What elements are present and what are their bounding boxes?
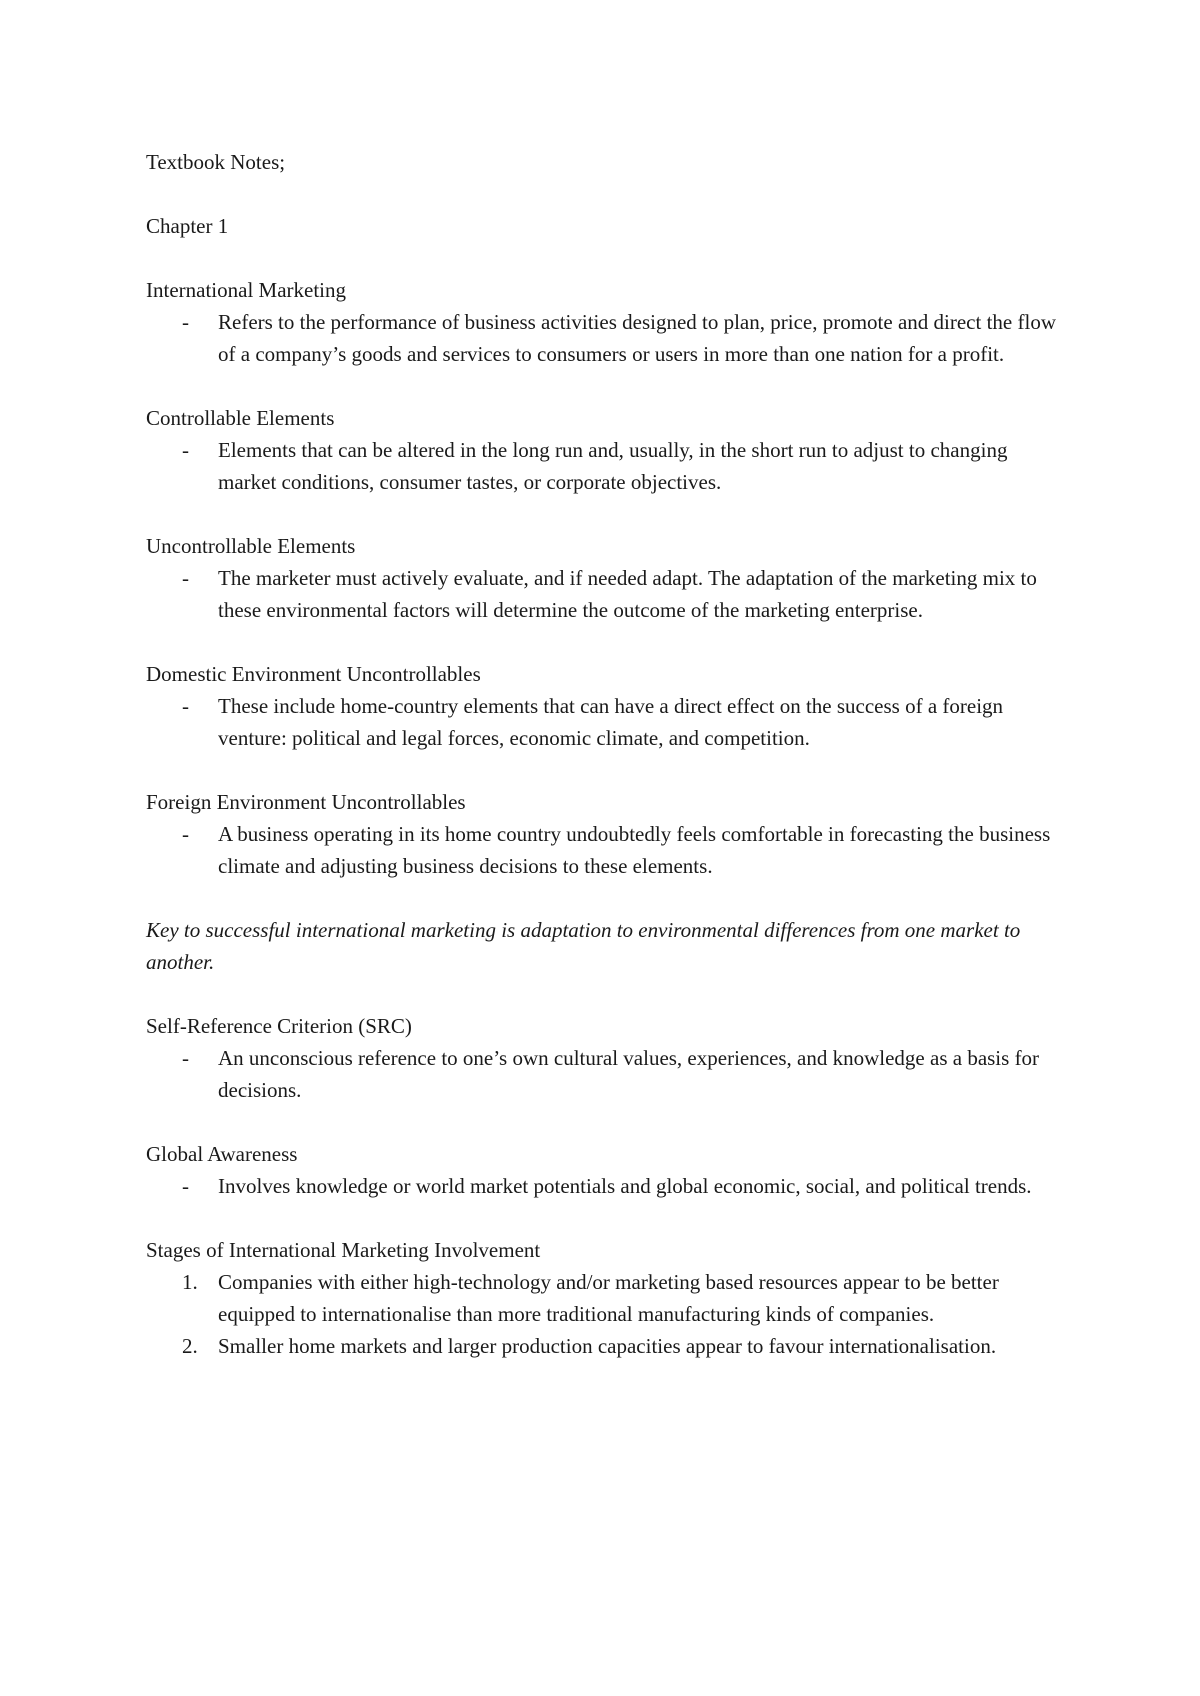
spacer [146,370,1066,402]
chapter-heading: Chapter 1 [146,214,229,238]
section-heading: Self-Reference Criterion (SRC) [146,1014,412,1038]
bullet-item [146,562,1066,626]
numbered-text: Smaller home markets and larger production capacities appear to favour internationalisation. [218,1334,997,1358]
section-heading: Foreign Environment Uncontrollables [146,790,466,814]
bullet-text: A business operating in its home country undoubtedly feels comfortable in forecasting the business climate and adjusting business decisions to these elements. [218,822,1051,878]
document-page [146,146,1066,1362]
section-heading: Domestic Environment Uncontrollables [146,662,481,686]
number-marker: 1. [182,1270,198,1294]
bullet-text: An unconscious reference to one’s own cultural values, experiences, and knowledge as a basis for decisions. [218,1046,1040,1102]
number-marker: 2. [182,1334,198,1358]
bullet-text: Elements that can be altered in the long run and, usually, in the short run to adjust to changing market conditions, consumer tastes, or corporate objectives. [218,438,1008,494]
spacer [146,178,1066,210]
key-note: Key to successful international marketing is adaptation to environmental differences from one market to another. [146,918,1026,974]
dash-bullet: - [182,310,189,334]
bullet-text: The marketer must actively evaluate, and if needed adapt. The adaptation of the marketing mix to these environmental factors will determine the outcome of the marketing enterprise. [218,566,1037,622]
spacer [146,626,1066,658]
spacer [146,978,1066,1010]
bullet-text: Refers to the performance of business activities designed to plan, price, promote and direct the flow of a company’s goods and services to consumers or users in more than one nation for a profit. [218,310,1056,366]
bullet-item [146,1042,1066,1106]
spacer [146,242,1066,274]
numbered-item [146,1266,1066,1330]
section-heading: Controllable Elements [146,406,335,430]
section-heading: Stages of International Marketing Involvement [146,1238,541,1262]
dash-bullet: - [182,694,189,718]
bullet-item [146,1170,1066,1202]
dash-bullet: - [182,822,189,846]
spacer [146,882,1066,914]
spacer [146,1106,1066,1138]
spacer [146,498,1066,530]
dash-bullet: - [182,566,189,590]
document-title: Textbook Notes; [146,150,286,174]
dash-bullet: - [182,1174,189,1198]
bullet-item [146,434,1066,498]
spacer [146,1202,1066,1234]
dash-bullet: - [182,1046,189,1070]
bullet-item [146,306,1066,370]
bullet-text: These include home-country elements that can have a direct effect on the success of a foreign venture: political and legal forces, economic climate, and competition. [218,694,1004,750]
section-heading: Global Awareness [146,1142,298,1166]
bullet-text: Involves knowledge or world market potentials and global economic, social, and political trends. [218,1174,1032,1198]
section-heading: Uncontrollable Elements [146,534,356,558]
numbered-text: Companies with either high-technology and/or marketing based resources appear to be better equipped to internationalise than more traditional manufacturing kinds of companies. [218,1270,999,1326]
bullet-item [146,690,1066,754]
bullet-item [146,818,1066,882]
spacer [146,754,1066,786]
dash-bullet: - [182,438,189,462]
section-heading: International Marketing [146,278,347,302]
numbered-item [146,1330,1066,1362]
